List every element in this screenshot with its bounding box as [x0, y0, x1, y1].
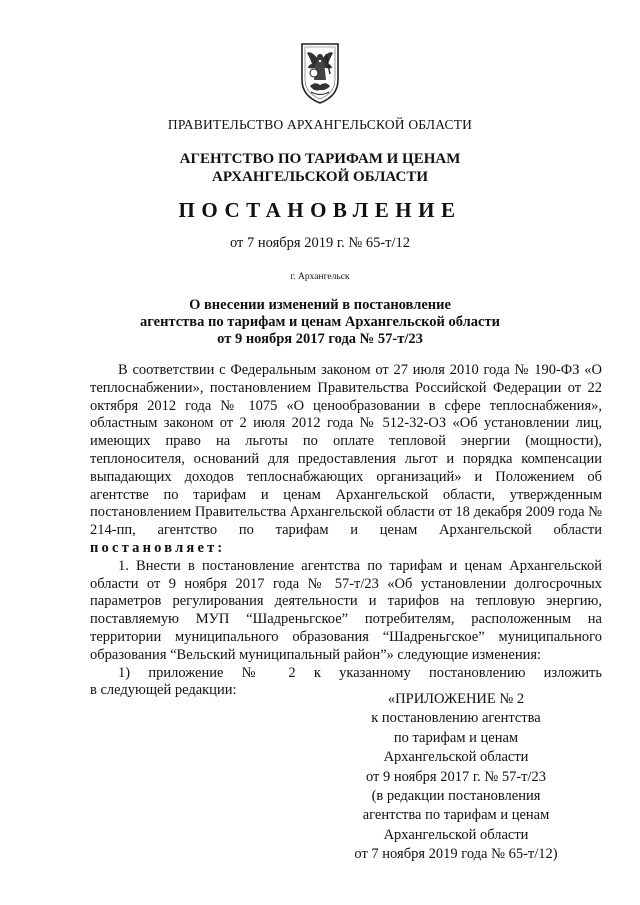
document-date-number: от 7 ноября 2019 г. № 65-т/12 [229, 235, 411, 251]
preamble-paragraph [90, 362, 602, 558]
appendix-line: от 7 ноября 2019 года № 65-т/12) [354, 846, 558, 863]
document-city: г. Архангельск [290, 272, 350, 282]
preamble-text: В соответствии с Федеральным законом от 27 июля 2010 года № 190-ФЗ «О теплоснабжении», постановлением Правительства Российской Федерации от 22 октября 2012 года № 1075 «О ценообразовании в сфере теплоснабжения», областным законом от 2 июля 2012 года № 512-32-ОЗ «Об установлении лиц, имеющих право на льготы по оплате тепловой энергии (мощности), теплоносителя, оснований для предоставления льгот и порядка компенсации выпадающих доходов теплоснабжающих организаций» и Положением об агентстве по тарифам и ценам Архангельской области, утвержденным постановлением Правительства Архангельской области от 18 декабря 2009 года № 214-пп, агентство по тарифам и ценам Архангельской области [90, 362, 602, 539]
appendix-line: «ПРИЛОЖЕНИЕ № 2 [387, 691, 525, 707]
appendix-line: Архангельской области [383, 826, 529, 843]
agency-title [0, 150, 640, 186]
government-title: ПРАВИТЕЛЬСТВО АРХАНГЕЛЬСКОЙ ОБЛАСТИ [167, 117, 473, 132]
item-1-1-line-2: в следующей редакции: [90, 682, 237, 699]
item-1-1-line-1: 1) приложение № 2 к указанному постановлению изложить [118, 664, 602, 681]
document-subject [0, 297, 640, 348]
appendix-line: агентства по тарифам и ценам [362, 807, 550, 824]
decree-colon: : [217, 539, 223, 556]
appendix-line: (в редакции постановления [371, 788, 541, 805]
appendix-line: Архангельской области [383, 749, 529, 766]
document-type: ПОСТАНОВЛЕНИЕ [178, 198, 462, 222]
document-body [90, 362, 602, 700]
agency-title-line-2: АРХАНГЕЛЬСКОЙ ОБЛАСТИ [212, 169, 428, 185]
appendix-line: к постановлению агентства [371, 710, 541, 727]
subject-line-3: от 9 ноября 2017 года № 57-т/23 [217, 331, 423, 347]
agency-title-line-1: АГЕНТСТВО ПО ТАРИФАМ И ЦЕНАМ [179, 151, 461, 167]
appendix-line: от 9 ноября 2017 г. № 57-т/23 [365, 768, 547, 785]
coat-of-arms-icon [299, 40, 341, 106]
decree-word: постановляет [90, 539, 218, 556]
appendix-line: по тарифам и ценам [393, 729, 519, 746]
appendix-header [340, 690, 572, 865]
subject-line-1: О внесении изменений в постановление [189, 297, 451, 313]
item-1-paragraph: 1. Внести в постановление агентства по тарифам и ценам Архангельской области от 9 ноября 2017 года № 57-т/23 «Об установлении долгосрочных параметров регулирования деятельности и тарифов на тепловую энергию, поставляемую МУП “Шадреньгское” потребителям, расположенным на территории муниципального образования “Шадреньгское” муниципального образования “Вельский муниципальный район”» следующие изменения: [90, 557, 602, 663]
subject-line-2: агентства по тарифам и ценам Архангельской области [140, 314, 500, 330]
